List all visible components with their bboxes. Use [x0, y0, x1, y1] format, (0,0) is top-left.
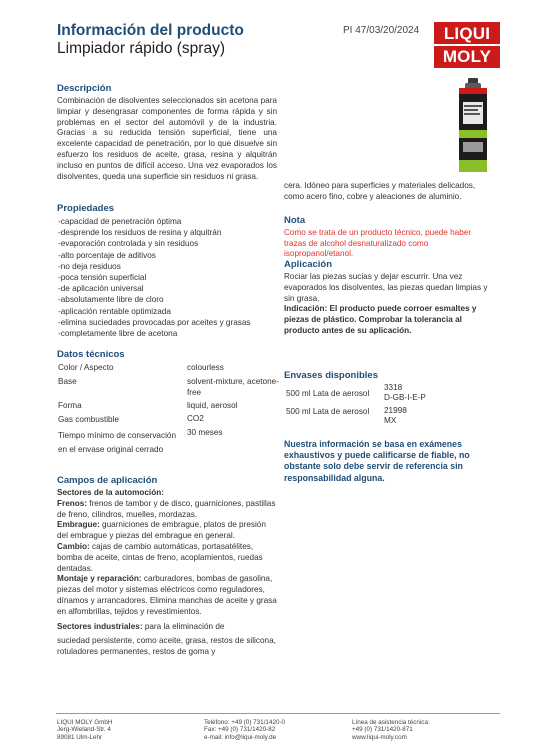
- list-item: -elimina suciedades provocadas por aceites y grasas: [58, 317, 251, 327]
- list-item: -de aplicación universal: [58, 284, 144, 294]
- footer-contact: [204, 719, 285, 741]
- title-block: [57, 22, 387, 58]
- list-item: -completamente libre de acetona: [58, 329, 178, 339]
- cambio-label: Cambio:: [57, 541, 90, 551]
- industriales-label: Sectores industriales:: [57, 621, 143, 631]
- tech-label: Base: [58, 377, 77, 386]
- montaje-paragraph: [57, 574, 279, 617]
- envase-label: 500 ml Lata de aerosol: [286, 389, 370, 398]
- aplicacion-heading: Aplicación: [284, 259, 333, 270]
- descripcion-heading: Descripción: [57, 83, 112, 94]
- list-item: -no deja residuos: [58, 261, 121, 271]
- page-title: Información del producto: [57, 22, 244, 39]
- list-item: -desprende los residuos de resina y alquitrán: [58, 228, 222, 238]
- propiedades-heading: Propiedades: [57, 203, 115, 214]
- envases-heading: Envases disponibles: [284, 370, 378, 381]
- tech-label: Forma: [58, 401, 82, 410]
- industriales-paragraph: [57, 622, 279, 633]
- tech-value: colourless: [187, 363, 224, 372]
- datos-tecnicos-heading: Datos técnicos: [57, 349, 125, 360]
- tech-label: Tiempo mínimo de conservación en el envase original cerrado: [58, 431, 177, 454]
- footer-line: Teléfono: +49 (0) 731/1420-0: [204, 719, 286, 726]
- footer-line: Línea de asistencia técnica:: [352, 719, 430, 726]
- industriales-continuation: suciedad persistente, como aceite, grasa, restos de silicona, rotuladores permanentes, restos de goma y: [57, 636, 276, 657]
- footer-line: Fax: +49 (0) 731/1420-82: [204, 726, 276, 734]
- tech-label: Color / Aspecto: [58, 363, 114, 372]
- descripcion-continuation: cera. Idóneo para superficies y materiales delicados, como acero fino, cobre y aleaciones de aluminio.: [284, 181, 476, 201]
- disclaimer: Nuestra información se basa en exámenes exhaustivos y puede calificarse de fiable, no obstante solo debe servir de referencia sin responsabilidad alguna.: [284, 439, 470, 483]
- list-item: -aplicación rentable optimizada: [58, 306, 171, 316]
- nota-text: Como se trata de un producto técnico, puede haber trazas de alcohol desnaturalizado como isopropanol/etanol.: [284, 228, 472, 259]
- footer-support: [352, 719, 430, 741]
- campos-heading: Campos de aplicación: [57, 475, 158, 486]
- aplicacion-text: Rociar las piezas sucias y dejar escurrir. Una vez evaporados los disolventes, las piezas quedan limpias y sin grasa.: [284, 272, 488, 303]
- envase-region: MX: [384, 416, 397, 425]
- cambio-paragraph: [57, 542, 279, 574]
- footer-line: www.liqui-moly.com: [352, 733, 407, 741]
- descripcion-text: Combinación de disolventes seleccionados sin acetona para limpiar y desengrasar componentes de forma rápida y sin problemas en el sector del automóvil y de la industria. Gracias a su reducida tensión superficial, tiene una excelente capacidad de penetración, por lo que disuelve sin esfuerzo los residuos de aceite, grasa, resina y alquitrán incluso en puntos de difícil acceso. Una vez evaporados los disolventes, queda una superficie sin residuos ni grasa.: [57, 96, 277, 181]
- pi-code: PI 47/03/20/2024: [343, 25, 420, 36]
- sectores-automocion-label: Sectores de la automoción:: [57, 488, 164, 497]
- footer-line: e-mail: info@liqui-moly.de: [204, 733, 277, 741]
- frenos-text: frenos de tambor y de disco, guarniciones, pastillas de freno, cilindros, muelles, mordazas.: [57, 498, 276, 519]
- tech-value: solvent-mixture, acetone-free: [187, 377, 279, 397]
- envase-code: 21998: [384, 406, 407, 415]
- propiedades-list: [58, 216, 278, 339]
- footer-company: [57, 719, 112, 741]
- tech-value: 30 meses: [187, 428, 223, 437]
- footer-line: LIQUI MOLY GmbH: [57, 719, 113, 726]
- embrague-label: Embrague:: [57, 520, 100, 530]
- spray-can-product-image: [455, 78, 491, 174]
- campos-text: [57, 488, 279, 658]
- footer-line: +49 (0) 731/1420-871: [352, 726, 413, 734]
- product-name: Limpiador rápido (spray): [57, 40, 225, 57]
- list-item: -evaporación controlada y sin residuos: [58, 239, 199, 249]
- list-item: -capacidad de penetración óptima: [58, 217, 182, 226]
- logo-text-top: LIQUI: [443, 23, 491, 43]
- montaje-label: Montaje y reparación:: [57, 574, 142, 584]
- footer-line: 89081 Ulm-Lehr: [57, 733, 103, 741]
- embrague-text: guarniciones de embrague, platos de presión del embrague y piezas del embrague en general.: [57, 520, 266, 541]
- envase-label: 500 ml Lata de aerosol: [286, 407, 370, 416]
- list-item: -absolutamente libre de cloro: [58, 295, 164, 305]
- aplicacion-indicacion: Indicación: El producto puede corroer esmaltes y piezas de plástico. Comprobar la tolerancia al producto antes de su aplicación.: [284, 304, 477, 335]
- tech-value: liquid, aerosol: [187, 401, 238, 410]
- industriales-text: para la eliminación de: [142, 621, 225, 631]
- footer-divider: [56, 713, 500, 714]
- list-item: -poca tensión superficial: [58, 273, 147, 283]
- envase-code: 3318: [384, 383, 403, 392]
- tech-label: Gas combustible: [58, 415, 119, 424]
- list-item: -alto porcentaje de aditivos: [58, 250, 156, 260]
- frenos-label: Frenos:: [57, 498, 88, 508]
- montaje-text: carburadores, bombas de gasolina, piezas del motor y sistemas eléctricos como reguladores, dínamos y arrancadores. Elimina manchas de aceite y grasa en alfombrillas, tejidos y revestimientos.: [57, 574, 277, 616]
- liqui-moly-logo: [434, 22, 500, 68]
- embrague-paragraph: [57, 520, 279, 542]
- envase-region: D-GB-I-E-P: [384, 393, 426, 402]
- tech-value: CO2: [187, 414, 204, 423]
- cambio-text: cajas de cambio automáticas, portasatélites, bomba de aceite, cintas de freno, acoplamientos, ruedas dentadas.: [57, 541, 263, 573]
- footer-line: Jerg-Wieland-Str. 4: [57, 726, 111, 734]
- frenos-paragraph: [57, 499, 279, 521]
- nota-heading: Nota: [284, 215, 306, 226]
- logo-text-bottom: MOLY: [442, 46, 492, 66]
